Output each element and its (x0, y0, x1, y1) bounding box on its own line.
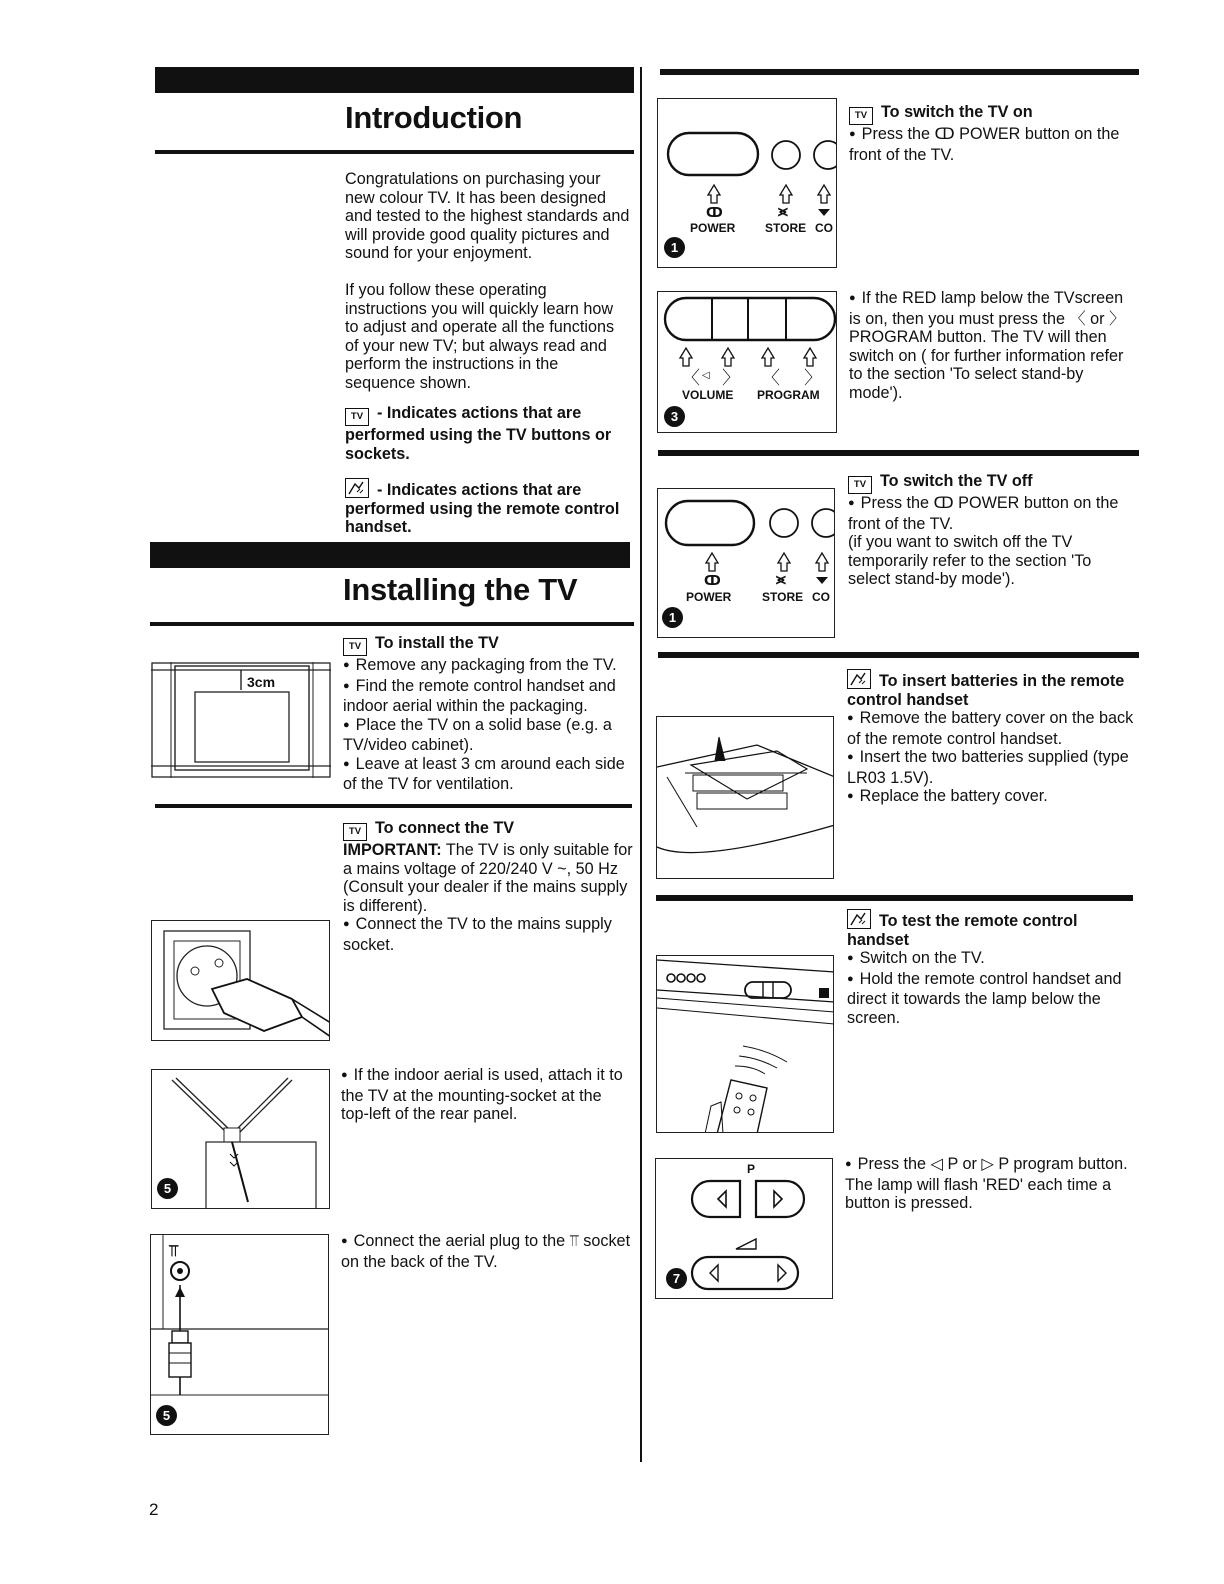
batteries-bullet: ● Insert the two batteries supplied (type LR03 1.5V). (847, 748, 1137, 787)
intro-paragraph-1 (345, 170, 630, 263)
column-divider (640, 67, 642, 1462)
step-badge-7: 7 (666, 1268, 687, 1289)
tv-clearance-figure (151, 662, 331, 778)
install-title: To install the TV (375, 634, 499, 652)
intro-paragraph-2 (345, 281, 630, 392)
mains-socket-figure (151, 920, 330, 1041)
remote-test-drawing (657, 956, 834, 1133)
test-heading (847, 909, 1137, 949)
intro-title: Introduction (345, 100, 523, 135)
step-badge-5: 5 (157, 1178, 178, 1199)
power-symbol: ↀ (706, 205, 723, 220)
switch-on-bullet: ● Press the ↀ POWER button on the front of the TV. (849, 125, 1139, 164)
switch-off-title: To switch the TV off (880, 472, 1033, 490)
plug-section (341, 1232, 633, 1271)
program-down-arrow: 〈 (762, 368, 780, 388)
tv-button-icon: TV (848, 476, 872, 494)
volume-label: VOLUME (682, 388, 734, 402)
store-symbol: ⪤ (776, 571, 786, 588)
co-label: CO (812, 590, 830, 604)
remote-control-icon (345, 478, 369, 498)
intro-header-bar (155, 67, 634, 93)
switch-on-section (849, 103, 1139, 164)
intro-rule (155, 150, 634, 154)
tv-clearance-drawing (151, 662, 331, 778)
tv-button-icon: TV (343, 823, 367, 841)
test-bullet: ● Hold the remote control handset and direct it towards the lamp below the screen. (847, 970, 1137, 1028)
test-title: To test the remote control handset (847, 912, 1078, 949)
intro-para2-text: If you follow these operating instructions you will quickly learn how to adjust and operate all the functions of your new TV; but always read and perform the instructions in the sequence shown. (345, 281, 615, 392)
volume-down-arrow: 〈 (682, 368, 700, 388)
switch-off-section (848, 472, 1138, 589)
batteries-section (847, 669, 1137, 808)
connect-rule (155, 804, 632, 808)
batteries-heading (847, 669, 1137, 709)
aerial-plug-drawing (151, 1235, 329, 1435)
power-off-panel-drawing (658, 489, 835, 638)
power-panel-figure (657, 98, 837, 268)
power-symbol: ↀ (704, 573, 721, 588)
connect-title: To connect the TV (375, 819, 515, 837)
tv-legend-text: - Indicates actions that are performed using the TV buttons or sockets. (345, 404, 612, 463)
remote-control-icon (847, 669, 871, 689)
switch-off-heading (848, 472, 1138, 494)
batteries-figure (656, 716, 834, 879)
important-label: IMPORTANT: (343, 841, 442, 859)
volume-program-figure (657, 291, 837, 433)
rc-legend-text: - Indicates actions that are performed using the remote control handset. (345, 481, 620, 536)
volume-symbol: ◁ (702, 370, 710, 381)
power-label: POWER (690, 221, 736, 235)
batteries-drawing (657, 717, 834, 879)
power-panel-drawing (658, 99, 837, 268)
remote-control-icon (847, 909, 871, 929)
program-section (845, 1155, 1135, 1213)
program-p-figure (655, 1158, 833, 1299)
tv-legend (345, 404, 630, 463)
clearance-label: 3cm (247, 674, 276, 690)
test-section (847, 909, 1137, 1027)
switch-off-note: (if you want to switch off the TV temporarily refer to the section 'To select stand-by mode'). (848, 533, 1092, 588)
install-bullet: ● Leave at least 3 cm around each side of the TV for ventilation. (343, 755, 635, 794)
batteries-bullet: ● Replace the battery cover. (847, 787, 1137, 808)
mains-socket-drawing (152, 921, 330, 1041)
installing-title: Installing the TV (343, 572, 578, 607)
test-rule (656, 895, 1133, 901)
aerial-plug-figure (150, 1234, 329, 1435)
power-off-panel-figure (657, 488, 835, 638)
installing-header-bar (150, 542, 630, 568)
tv-button-icon: TV (343, 638, 367, 656)
red-lamp-bullet: ● If the RED lamp below the TVscreen is on, then you must press the 〈 or 〉 PROGRAM button. The TV will then switch on ( for further information refer to the section 'To select stand-by mode'). (849, 289, 1134, 402)
aerial-bullet: ● If the indoor aerial is used, attach it to the TV at the mounting-socket at the top-left of the rear panel. (341, 1066, 633, 1124)
step-badge-1: 1 (664, 237, 685, 258)
connect-section (343, 819, 635, 954)
remote-test-figure (656, 955, 834, 1133)
switch-on-title: To switch the TV on (881, 103, 1033, 121)
intro-para1-text: Congratulations on purchasing your new colour TV. It has been designed and tested to the highest standards and will provide good quality pictures and sound for your enjoyment. (345, 170, 630, 262)
tv-button-icon: TV (345, 408, 369, 426)
step-badge-1: 1 (662, 607, 683, 628)
plug-bullet: ● Connect the aerial plug to the ⫪ socket on the back of the TV. (341, 1232, 633, 1271)
tv-button-icon: TV (849, 107, 873, 125)
store-symbol: ⪤ (778, 203, 788, 220)
batteries-title: To insert batteries in the remote control handset (847, 672, 1125, 709)
rc-legend (345, 478, 630, 537)
store-label: STORE (765, 221, 807, 235)
batteries-rule (658, 652, 1139, 658)
indoor-aerial-drawing (152, 1070, 330, 1209)
p-label: P (747, 1162, 756, 1176)
important-note (343, 841, 635, 915)
switch-off-rule (658, 450, 1139, 456)
page-number: 2 (149, 1500, 159, 1519)
store-label: STORE (762, 590, 804, 604)
program-bullet: ● Press the ◁ P or ▷ P program button. The lamp will flash 'RED' each time a button is pressed. (845, 1155, 1135, 1213)
red-lamp-section (849, 289, 1134, 402)
volume-up-arrow: 〉 (722, 368, 740, 388)
step-badge-3: 3 (664, 406, 685, 427)
connect-heading (343, 819, 635, 841)
connect-bullet: ● Connect the TV to the mains supply socket. (343, 915, 635, 954)
batteries-bullet: ● Remove the battery cover on the back of the remote control handset. (847, 709, 1137, 748)
step-badge-5: 5 (156, 1405, 177, 1426)
co-label: CO (815, 221, 833, 235)
power-label: POWER (686, 590, 732, 604)
switch-on-heading (849, 103, 1139, 125)
install-bullet: ● Find the remote control handset and indoor aerial within the packaging. (343, 677, 635, 716)
aerial-section (341, 1066, 633, 1124)
volume-program-drawing (658, 292, 837, 433)
switch-off-bullet: ● Press the ↀ POWER button on the front of the TV. (848, 494, 1138, 533)
install-bullet: ● Place the TV on a solid base (e.g. a TV/video cabinet). (343, 716, 635, 755)
program-label: PROGRAM (757, 388, 820, 402)
switch-on-rule (660, 69, 1139, 75)
install-heading (343, 634, 635, 656)
test-bullet: ● Switch on the TV. (847, 949, 1137, 970)
installing-rule (150, 622, 634, 626)
aerial-socket-symbol: ⫪ (169, 1243, 179, 1260)
install-bullet: ● Remove any packaging from the TV. (343, 656, 635, 677)
program-up-arrow: 〉 (804, 368, 822, 388)
indoor-aerial-figure (151, 1069, 330, 1209)
install-section (343, 634, 635, 794)
important-text: The TV is only suitable for a mains voltage of 220/240 V ~, 50 Hz (Consult your dealer if the mains supply is different). (343, 841, 633, 915)
